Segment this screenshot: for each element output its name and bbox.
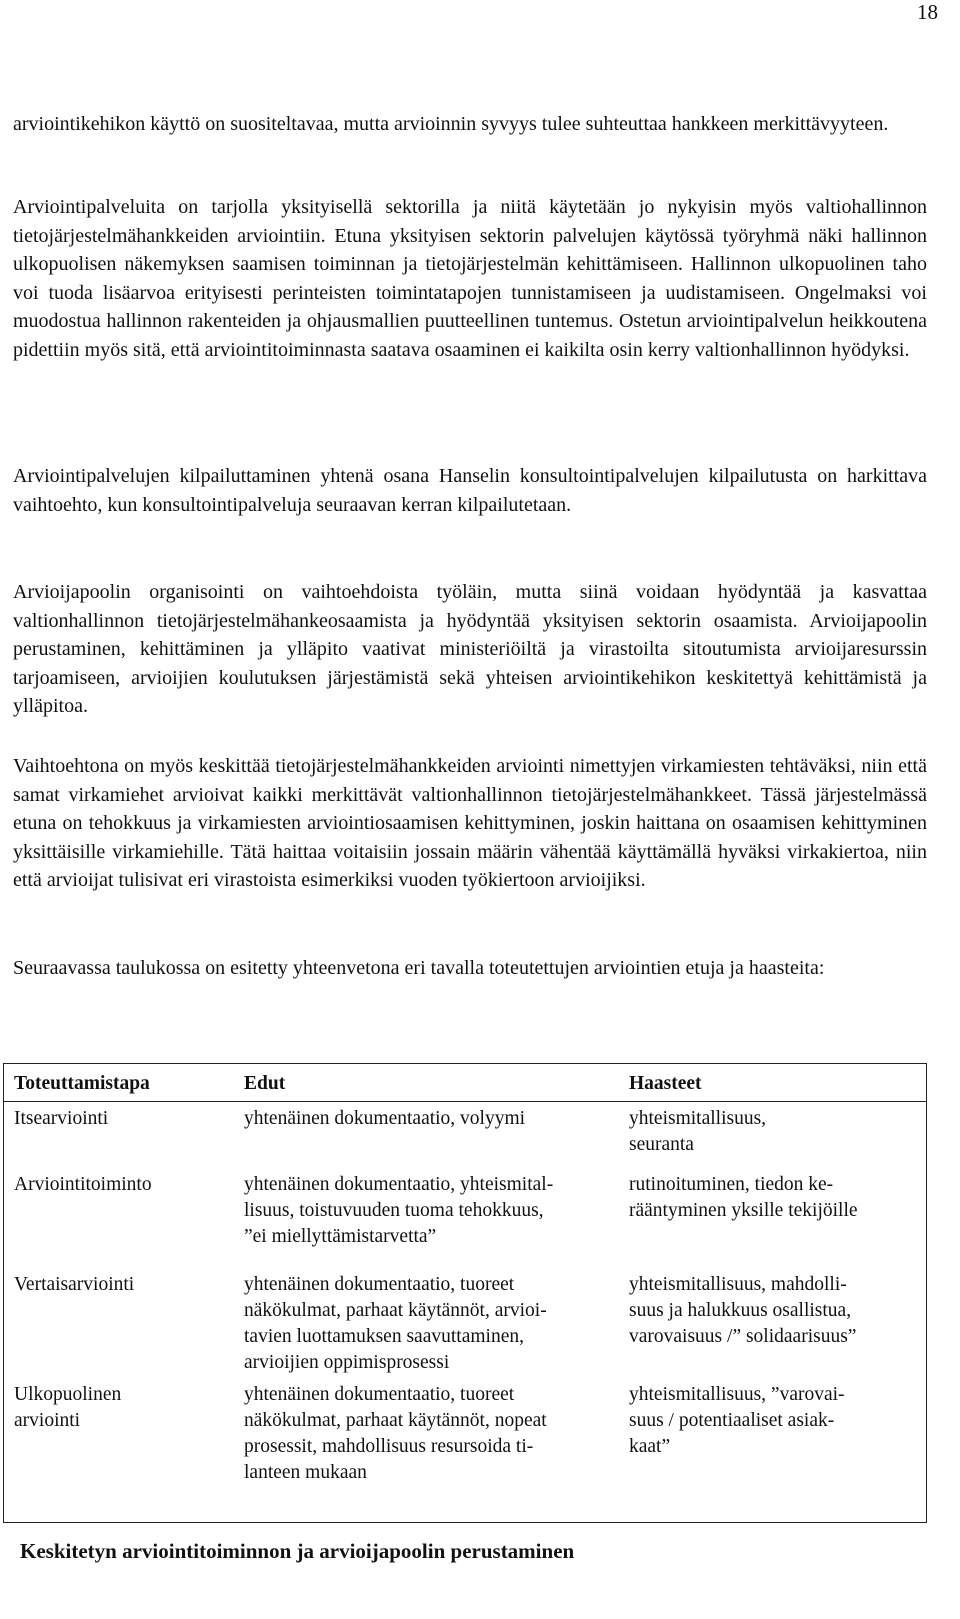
table-cell: Vertaisarviointi: [14, 1274, 135, 1295]
paragraph: arviointikehikon käyttö on suositeltavaa, mutta arvioinnin syvyys tulee suhteuttaa hankkeen merkittävyyteen.: [13, 113, 889, 135]
paragraph: Seuraavassa taulukossa on esitetty yhteenvetona eri tavalla toteutettujen arviointien etuja ja haasteita:: [13, 957, 825, 979]
table-header-cell: Toteuttamistapa: [4, 1064, 234, 1102]
table-cell: yhteismitallisuus, seuranta: [629, 1108, 767, 1155]
page-number: 18: [917, 0, 938, 24]
table-header-cell: Haasteet: [619, 1064, 926, 1102]
table-cell: yhtenäinen dokumentaatio, tuoreet näkökulmat, parhaat käytännöt, arvioi- tavien luottamuksen saavuttaminen, arvioijien oppimisprosessi: [244, 1274, 547, 1373]
summary-table: [3, 1063, 927, 1523]
table-cell: yhtenäinen dokumentaatio, yhteismital- lisuus, toistuvuuden tuoma tehokkuus, ”ei miellyttämistarvetta”: [244, 1174, 554, 1247]
table-cell: Itsearviointi: [14, 1108, 109, 1129]
paragraph: Arviointipalveluita on tarjolla yksityisellä sektorilla ja niitä käytetään jo nykyisin myös valtiohallinnon tietojärjestelmähankkeiden arviointiin. Etuna yksityisen sektorin palvelujen käytössä työryhmä näki hallinnon ulkopuolisen näkemyksen saamisen toiminnan ja tietojärjestelmän kehittämiseen. Hallinnon ulkopuolinen taho voi tuoda lisäarvoa erityisesti perinteisten toimintatapojen tunnistamiseen ja uudistamiseen. Ongelmaksi voi muodostua hallinnon rakenteiden ja ohjausmallien puutteellinen tuntemus. Ostetun arviointipalvelun heikkoutena pidettiin myös sitä, että arviointitoiminnasta saatava osaaminen ei kaikilta osin kerry valtionhallinnon hyödyksi.: [13, 196, 927, 361]
paragraph: Vaihtoehtona on myös keskittää tietojärjestelmähankkeiden arviointi nimettyjen virkamiesten tehtäväksi, niin että samat virkamiehet arvioivat kaikki merkittävät valtionhallinnon tietojärjestelmähankkeet. Tässä järjestelmässä etuna on tehokkuus ja virkamiesten arviointiosaamisen kehittyminen, joskin haittana on osaamisen kehittyminen yksittäisille virkamiehille. Tätä haittaa voitaisiin jossain määrin vähentää käyttämällä hyväksi virkakiertoa, niin että arvioijat tulisivat eri virastoista esimerkiksi vuoden työkiertoon arvioijiksi.: [13, 755, 927, 892]
table-row: [4, 1382, 926, 1486]
table-cell: rutinoituminen, tiedon ke- rääntyminen yksille tekijöille: [629, 1174, 858, 1221]
table-row: [4, 1268, 926, 1382]
table-cell: Ulkopuolinen arviointi: [14, 1384, 122, 1431]
table-cell: yhteismitallisuus, ”varovai- suus / potentiaaliset asiak- kaat”: [629, 1384, 845, 1457]
table-cell: yhtenäinen dokumentaatio, volyymi: [244, 1108, 526, 1129]
section-heading: Keskitetyn arviointitoiminnon ja arvioijapoolin perustaminen: [20, 1539, 575, 1563]
table-header-row: [4, 1064, 926, 1102]
table-cell: Arviointitoiminto: [14, 1174, 152, 1195]
paragraph: Arvioijapoolin organisointi on vaihtoehdoista työläin, mutta siinä voidaan hyödyntää ja kasvattaa valtionhallinnon tietojärjestelmähankeosaamista ja hyödyntää yksityisen sektorin osaamista. Arvioijapoolin perustaminen, kehittäminen ja ylläpito vaativat ministeriöiltä ja virastoilta sitoutumista arvioijaresurssin tarjoamiseen, arvioijien koulutuksen järjestämistä sekä yhteisen arviointikehikon keskitettyä kehittämistä ja ylläpitoa.: [13, 581, 927, 718]
table-row: [4, 1168, 926, 1268]
table-header-cell: Edut: [234, 1064, 619, 1102]
paragraph: Arviointipalvelujen kilpailuttaminen yhtenä osana Hanselin konsultointipalvelujen kilpailutusta on harkittava vaihtoehto, kun konsultointipalveluja seuraavan kerran kilpailutetaan.: [13, 465, 927, 516]
table-cell: yhtenäinen dokumentaatio, tuoreet näkökulmat, parhaat käytännöt, nopeat prosessit, mahdollisuus resursoida ti- lanteen mukaan: [244, 1384, 547, 1483]
table-cell: yhteismitallisuus, mahdolli- suus ja halukkuus osallistua, varovaisuus /” solidaarisuus”: [629, 1274, 857, 1347]
table-row: [4, 1102, 926, 1169]
